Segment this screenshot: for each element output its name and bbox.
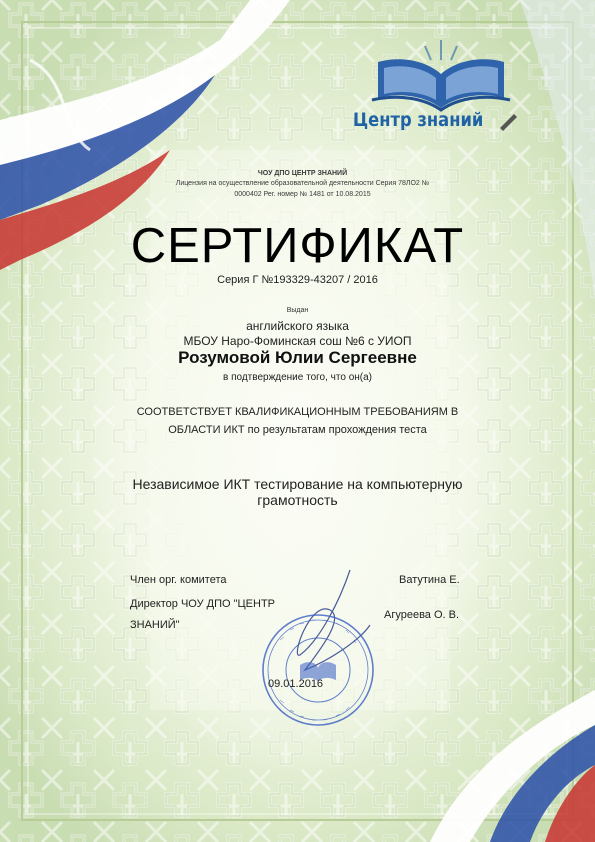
school-name: МБОУ Наро-Фоминская сош №6 с УИОП [183,334,412,348]
member-label: Член орг. комитета [130,574,227,586]
director-name: Агуреева О. В. [384,609,460,621]
member-name: Ватутина Е. [399,574,460,586]
issued-label: Выдан [286,307,309,314]
test-name-line-2: грамотность [257,492,338,508]
org-name: ЧОУ ДПО ЦЕНТР ЗНАНИЙ [257,170,348,177]
recipient-name: Розумовой Юлии Сергеевне [178,348,417,367]
logo-text: Центр знаний [353,109,484,131]
certificate-serial: Серия Г №193329-43207 / 2016 [217,274,378,286]
confirm-text: в подтверждение того, что он(а) [222,372,373,383]
subject-text: английского языка [246,319,349,333]
issue-date: 09.01.2016 [268,678,324,690]
requirement-line-1: СООТВЕТСТВУЕТ КВАЛИФИКАЦИОННЫМ ТРЕБОВАНИЯМ В [136,406,459,418]
certificate-title: СЕРТИФИКАТ [130,219,465,273]
requirement-line-2: ОБЛАСТИ ИКТ по результатам прохождения теста [168,424,427,436]
license-line-1: Лицензия на осуществление образовательной деятельности Серия 78ЛО2 № [175,180,430,187]
test-name-line-1: Независимое ИКТ тестирование на компьютерную [132,476,463,492]
director-label-line-2: ЗНАНИЙ" [130,619,180,631]
director-label-line-1: Директор ЧОУ ДПО "ЦЕНТР [130,598,276,610]
license-line-2: 0000402 Рег. номер № 1481 от 10.08.2015 [234,191,371,198]
